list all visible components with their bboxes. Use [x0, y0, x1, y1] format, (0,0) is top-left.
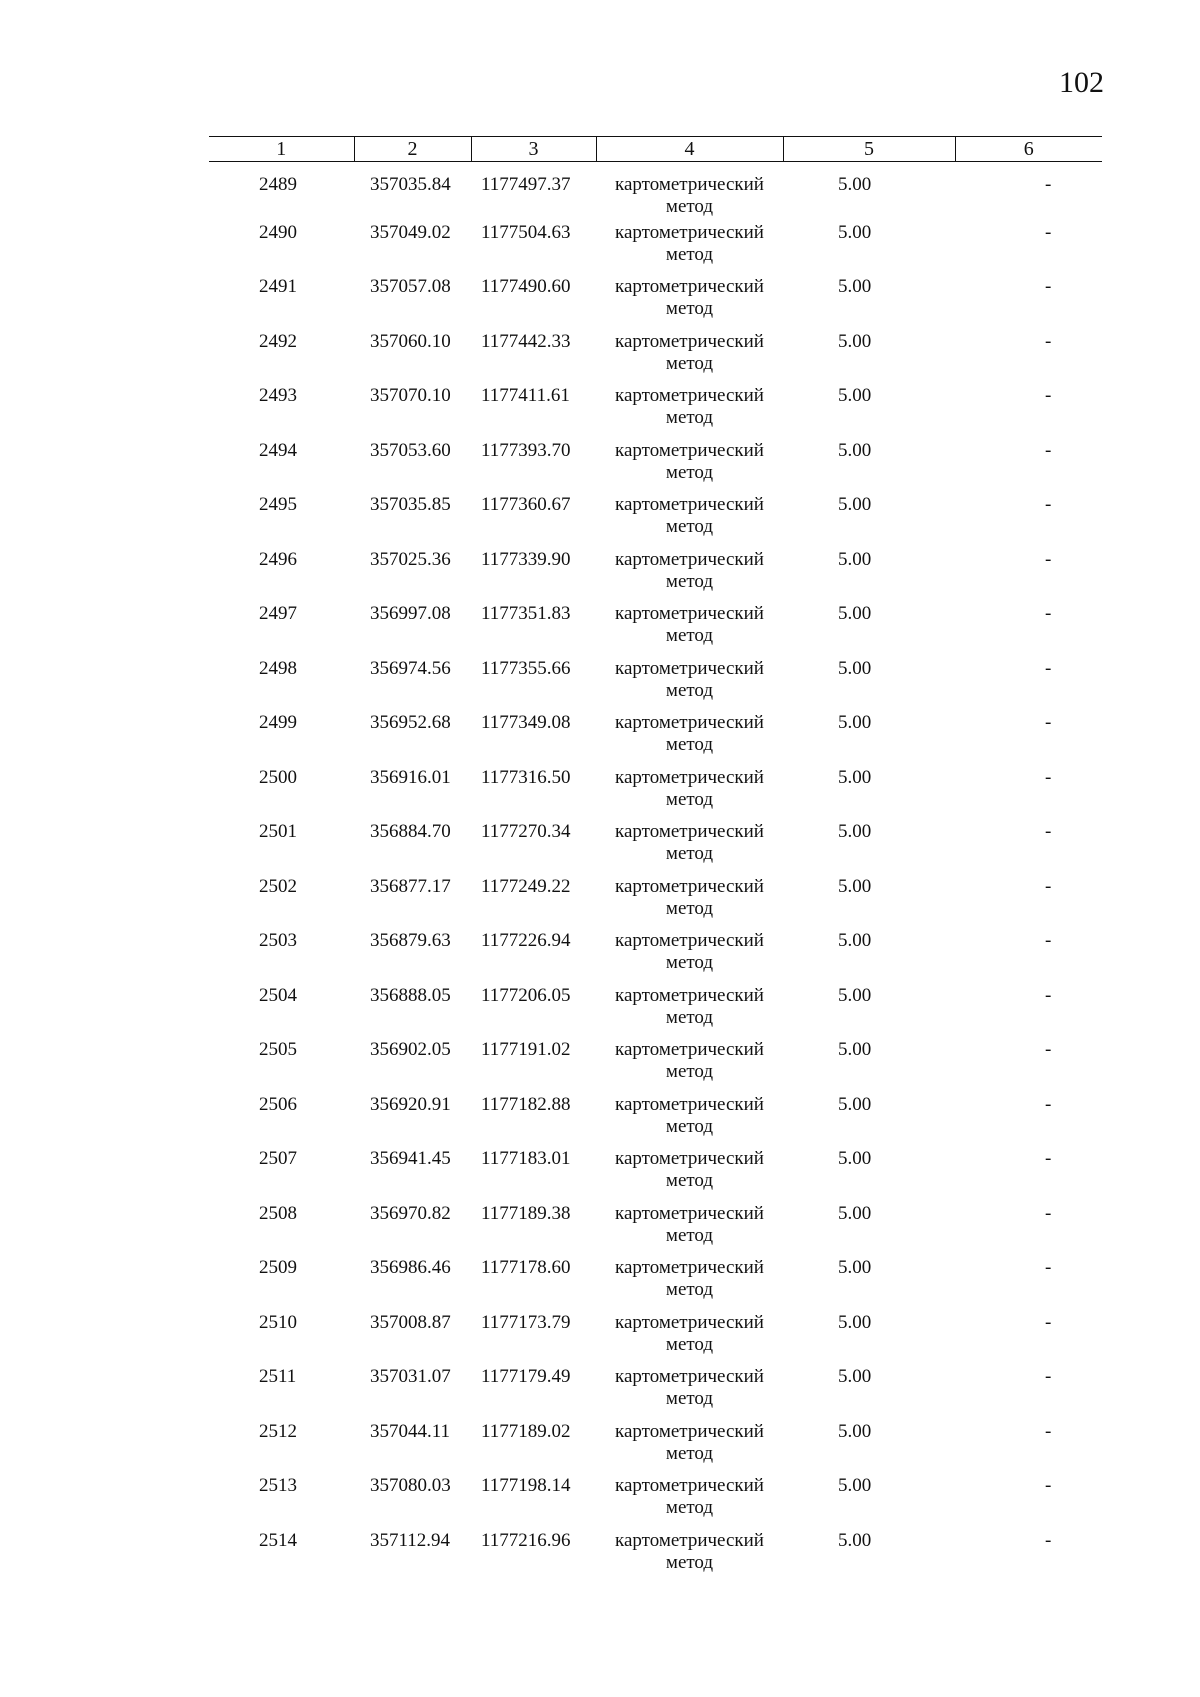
method-cell [596, 1094, 783, 1149]
table-row [209, 767, 1102, 822]
header-row [209, 137, 1102, 162]
table-row [209, 1094, 1102, 1149]
x-coordinate-cell: 357035.85 [370, 494, 451, 515]
point-number-cell: 2499 [259, 712, 297, 733]
x-coordinate-cell: 356970.82 [370, 1202, 451, 1224]
table-header [209, 137, 1102, 162]
accuracy-cell: 5.00 [838, 330, 872, 352]
method-line-1: картометрический [615, 984, 764, 1006]
page-number: 102 [1059, 66, 1104, 99]
x-coordinate-cell: 356888.05 [370, 984, 451, 1006]
table-row [209, 222, 1102, 277]
method-cell [596, 276, 783, 331]
y-coordinate-cell: 1177249.22 [481, 875, 571, 897]
header-col-2: 2 [354, 137, 471, 162]
method-line-2: метод [665, 952, 714, 973]
x-coordinate-cell: 356941.45 [370, 1148, 451, 1169]
method-cell [596, 930, 783, 985]
x-coordinate-cell: 356877.17 [370, 875, 451, 897]
method-line-1: картометрический [615, 1148, 764, 1169]
note-cell: - [1045, 766, 1052, 788]
table-row [209, 985, 1102, 1040]
point-number-cell: 2496 [259, 548, 297, 570]
point-number-cell: 2497 [259, 603, 297, 624]
x-coordinate-cell: 356916.01 [370, 766, 451, 788]
method-line-1: картометрический [615, 330, 764, 352]
x-coordinate-cell: 357025.36 [370, 548, 451, 570]
method-cell [596, 1366, 783, 1421]
y-coordinate-cell: 1177355.66 [481, 657, 571, 679]
method-cell [596, 549, 783, 604]
accuracy-cell: 5.00 [838, 276, 872, 297]
accuracy-cell: 5.00 [838, 1366, 872, 1387]
method-cell [596, 821, 783, 876]
header-col-1: 1 [209, 137, 354, 162]
method-cell [596, 331, 783, 386]
note-cell: - [1045, 1475, 1052, 1496]
method-line-2: метод [665, 196, 714, 217]
accuracy-cell: 5.00 [838, 930, 872, 951]
method-line-2: метод [665, 352, 714, 374]
table-row [209, 1203, 1102, 1258]
note-cell: - [1045, 875, 1052, 897]
method-line-1: картометрический [615, 1257, 764, 1278]
method-line-1: картометрический [615, 821, 764, 842]
y-coordinate-cell: 1177206.05 [481, 984, 571, 1006]
note-cell: - [1045, 1039, 1052, 1060]
y-coordinate-cell: 1177189.38 [481, 1202, 571, 1224]
note-cell: - [1045, 712, 1052, 733]
method-line-1: картометрический [615, 494, 764, 515]
method-line-2: метод [665, 843, 714, 864]
method-line-1: картометрический [615, 1475, 764, 1496]
point-number-cell: 2489 [259, 174, 297, 195]
method-line-2: метод [665, 1279, 714, 1300]
method-cell [596, 985, 783, 1040]
point-number-cell: 2493 [259, 385, 297, 406]
table-row [209, 440, 1102, 495]
method-line-1: картометрический [615, 276, 764, 297]
x-coordinate-cell: 357060.10 [370, 330, 451, 352]
point-number-cell: 2503 [259, 930, 297, 951]
accuracy-cell: 5.00 [838, 875, 872, 897]
method-cell [596, 1421, 783, 1476]
y-coordinate-cell: 1177226.94 [481, 930, 571, 951]
table-row [209, 1257, 1102, 1312]
header-col-5: 5 [783, 137, 955, 162]
x-coordinate-cell: 357044.11 [370, 1420, 451, 1442]
point-number-cell: 2505 [259, 1039, 297, 1060]
point-number-cell: 2504 [259, 984, 297, 1006]
method-line-2: метод [665, 243, 714, 265]
accuracy-cell: 5.00 [838, 1039, 872, 1060]
point-number-cell: 2495 [259, 494, 297, 515]
point-number-cell: 2500 [259, 766, 297, 788]
method-line-1: картометрический [615, 1420, 764, 1442]
note-cell: - [1045, 1202, 1052, 1224]
accuracy-cell: 5.00 [838, 1475, 872, 1496]
method-line-2: метод [665, 570, 714, 592]
method-line-1: картометрический [615, 1366, 764, 1387]
y-coordinate-cell: 1177173.79 [481, 1311, 571, 1333]
accuracy-cell: 5.00 [838, 1093, 872, 1115]
point-number-cell: 2510 [259, 1311, 297, 1333]
x-coordinate-cell: 356952.68 [370, 712, 451, 733]
point-number-cell: 2498 [259, 657, 297, 679]
accuracy-cell: 5.00 [838, 174, 872, 195]
accuracy-cell: 5.00 [838, 821, 872, 842]
method-line-1: картометрический [615, 1039, 764, 1060]
method-line-2: метод [665, 1551, 714, 1573]
y-coordinate-cell: 1177316.50 [481, 766, 571, 788]
y-coordinate-cell: 1177349.08 [481, 712, 571, 733]
y-coordinate-cell: 1177490.60 [481, 276, 571, 297]
note-cell: - [1045, 1529, 1052, 1551]
note-cell: - [1045, 385, 1052, 406]
method-line-2: метод [665, 407, 714, 428]
y-coordinate-cell: 1177339.90 [481, 548, 571, 570]
method-line-1: картометрический [615, 221, 764, 243]
table-row [209, 658, 1102, 713]
header-col-3: 3 [471, 137, 596, 162]
note-cell: - [1045, 984, 1052, 1006]
accuracy-cell: 5.00 [838, 1202, 872, 1224]
method-cell [596, 603, 783, 658]
accuracy-cell: 5.00 [838, 712, 872, 733]
table-row [209, 1312, 1102, 1367]
method-line-2: метод [665, 1388, 714, 1409]
accuracy-cell: 5.00 [838, 1148, 872, 1169]
accuracy-cell: 5.00 [838, 1529, 872, 1551]
point-number-cell: 2501 [259, 821, 297, 842]
table-row [209, 331, 1102, 386]
method-line-2: метод [665, 734, 714, 755]
table-row [209, 549, 1102, 604]
table-row [209, 1475, 1102, 1530]
table-body [209, 162, 1102, 1585]
note-cell: - [1045, 1420, 1052, 1442]
x-coordinate-cell: 356902.05 [370, 1039, 451, 1060]
method-line-2: метод [665, 1497, 714, 1518]
method-cell [596, 162, 783, 222]
note-cell: - [1045, 1257, 1052, 1278]
table-row [209, 276, 1102, 331]
table-row [209, 712, 1102, 767]
note-cell: - [1045, 821, 1052, 842]
x-coordinate-cell: 357008.87 [370, 1311, 451, 1333]
method-line-2: метод [665, 897, 714, 919]
table-row [209, 162, 1102, 222]
table-row [209, 1148, 1102, 1203]
accuracy-cell: 5.00 [838, 548, 872, 570]
method-cell [596, 1203, 783, 1258]
method-line-1: картометрический [615, 657, 764, 679]
note-cell: - [1045, 221, 1052, 243]
accuracy-cell: 5.00 [838, 494, 872, 515]
accuracy-cell: 5.00 [838, 385, 872, 406]
x-coordinate-cell: 357035.84 [370, 174, 451, 195]
method-cell [596, 767, 783, 822]
point-number-cell: 2512 [259, 1420, 297, 1442]
method-line-2: метод [665, 1170, 714, 1191]
x-coordinate-cell: 357031.07 [370, 1366, 451, 1387]
note-cell: - [1045, 276, 1052, 297]
note-cell: - [1045, 494, 1052, 515]
accuracy-cell: 5.00 [838, 657, 872, 679]
method-cell [596, 712, 783, 767]
coordinates-table-container [209, 136, 1102, 1584]
x-coordinate-cell: 357080.03 [370, 1475, 451, 1496]
method-line-2: метод [665, 1442, 714, 1464]
method-line-1: картометрический [615, 930, 764, 951]
method-line-1: картометрический [615, 385, 764, 406]
coordinates-table [209, 136, 1102, 1584]
method-line-1: картометрический [615, 548, 764, 570]
note-cell: - [1045, 657, 1052, 679]
method-line-1: картометрический [615, 603, 764, 624]
method-line-2: метод [665, 461, 714, 483]
accuracy-cell: 5.00 [838, 221, 872, 243]
method-cell [596, 1312, 783, 1367]
method-line-2: метод [665, 1061, 714, 1082]
y-coordinate-cell: 1177178.60 [481, 1257, 571, 1278]
note-cell: - [1045, 548, 1052, 570]
note-cell: - [1045, 603, 1052, 624]
y-coordinate-cell: 1177216.96 [481, 1529, 571, 1551]
y-coordinate-cell: 1177191.02 [481, 1039, 571, 1060]
method-cell [596, 1475, 783, 1530]
note-cell: - [1045, 1148, 1052, 1169]
point-number-cell: 2492 [259, 330, 297, 352]
accuracy-cell: 5.00 [838, 1311, 872, 1333]
method-cell [596, 876, 783, 931]
method-line-1: картометрический [615, 1093, 764, 1115]
method-line-1: картометрический [615, 1311, 764, 1333]
point-number-cell: 2511 [259, 1366, 297, 1387]
x-coordinate-cell: 356920.91 [370, 1093, 451, 1115]
note-cell: - [1045, 330, 1052, 352]
method-cell [596, 385, 783, 440]
method-cell [596, 1148, 783, 1203]
y-coordinate-cell: 1177504.63 [481, 221, 571, 243]
table-row [209, 821, 1102, 876]
table-row [209, 1530, 1102, 1585]
accuracy-cell: 5.00 [838, 1257, 872, 1278]
header-col-6: 6 [955, 137, 1102, 162]
point-number-cell: 2506 [259, 1093, 297, 1115]
y-coordinate-cell: 1177411.61 [481, 385, 570, 406]
table-row [209, 385, 1102, 440]
x-coordinate-cell: 356997.08 [370, 603, 451, 624]
method-cell [596, 658, 783, 713]
note-cell: - [1045, 930, 1052, 951]
method-cell [596, 222, 783, 277]
point-number-cell: 2508 [259, 1202, 297, 1224]
y-coordinate-cell: 1177497.37 [481, 174, 571, 195]
method-line-2: метод [665, 1333, 714, 1355]
point-number-cell: 2513 [259, 1475, 297, 1496]
header-col-4: 4 [596, 137, 783, 162]
point-number-cell: 2514 [259, 1529, 297, 1551]
x-coordinate-cell: 357057.08 [370, 276, 451, 297]
method-line-2: метод [665, 788, 714, 810]
point-number-cell: 2507 [259, 1148, 297, 1169]
table-row [209, 1366, 1102, 1421]
x-coordinate-cell: 356986.46 [370, 1257, 451, 1278]
y-coordinate-cell: 1177360.67 [481, 494, 571, 515]
method-line-1: картометрический [615, 712, 764, 733]
point-number-cell: 2494 [259, 439, 297, 461]
method-cell [596, 1039, 783, 1094]
method-cell [596, 1530, 783, 1585]
method-line-1: картометрический [615, 439, 764, 461]
method-line-1: картометрический [615, 1202, 764, 1224]
method-line-2: метод [665, 625, 714, 646]
table-row [209, 603, 1102, 658]
method-line-1: картометрический [615, 1529, 764, 1551]
y-coordinate-cell: 1177189.02 [481, 1420, 571, 1442]
method-line-1: картометрический [615, 766, 764, 788]
y-coordinate-cell: 1177179.49 [481, 1366, 571, 1387]
accuracy-cell: 5.00 [838, 984, 872, 1006]
x-coordinate-cell: 357070.10 [370, 385, 451, 406]
x-coordinate-cell: 357053.60 [370, 439, 451, 461]
note-cell: - [1045, 1311, 1052, 1333]
y-coordinate-cell: 1177198.14 [481, 1475, 571, 1496]
method-line-1: картометрический [615, 174, 764, 195]
table-row [209, 1421, 1102, 1476]
x-coordinate-cell: 356884.70 [370, 821, 451, 842]
y-coordinate-cell: 1177351.83 [481, 603, 571, 624]
x-coordinate-cell: 356974.56 [370, 657, 451, 679]
accuracy-cell: 5.00 [838, 766, 872, 788]
method-line-2: метод [665, 679, 714, 701]
table-row [209, 1039, 1102, 1094]
table-row [209, 494, 1102, 549]
accuracy-cell: 5.00 [838, 439, 872, 461]
point-number-cell: 2491 [259, 276, 297, 297]
y-coordinate-cell: 1177442.33 [481, 330, 571, 352]
table-row [209, 876, 1102, 931]
method-cell [596, 494, 783, 549]
method-cell [596, 1257, 783, 1312]
point-number-cell: 2490 [259, 221, 297, 243]
y-coordinate-cell: 1177183.01 [481, 1148, 571, 1169]
y-coordinate-cell: 1177270.34 [481, 821, 571, 842]
x-coordinate-cell: 357112.94 [370, 1529, 451, 1551]
accuracy-cell: 5.00 [838, 1420, 872, 1442]
note-cell: - [1045, 174, 1052, 195]
method-line-1: картометрический [615, 875, 764, 897]
method-line-2: метод [665, 1224, 714, 1246]
method-line-2: метод [665, 1115, 714, 1137]
x-coordinate-cell: 357049.02 [370, 221, 451, 243]
y-coordinate-cell: 1177182.88 [481, 1093, 571, 1115]
y-coordinate-cell: 1177393.70 [481, 439, 571, 461]
point-number-cell: 2502 [259, 875, 297, 897]
note-cell: - [1045, 1366, 1052, 1387]
method-cell [596, 440, 783, 495]
method-line-2: метод [665, 1006, 714, 1028]
method-line-2: метод [665, 298, 714, 319]
method-line-2: метод [665, 516, 714, 537]
note-cell: - [1045, 1093, 1052, 1115]
accuracy-cell: 5.00 [838, 603, 872, 624]
point-number-cell: 2509 [259, 1257, 297, 1278]
note-cell: - [1045, 439, 1052, 461]
table-row [209, 930, 1102, 985]
x-coordinate-cell: 356879.63 [370, 930, 451, 951]
